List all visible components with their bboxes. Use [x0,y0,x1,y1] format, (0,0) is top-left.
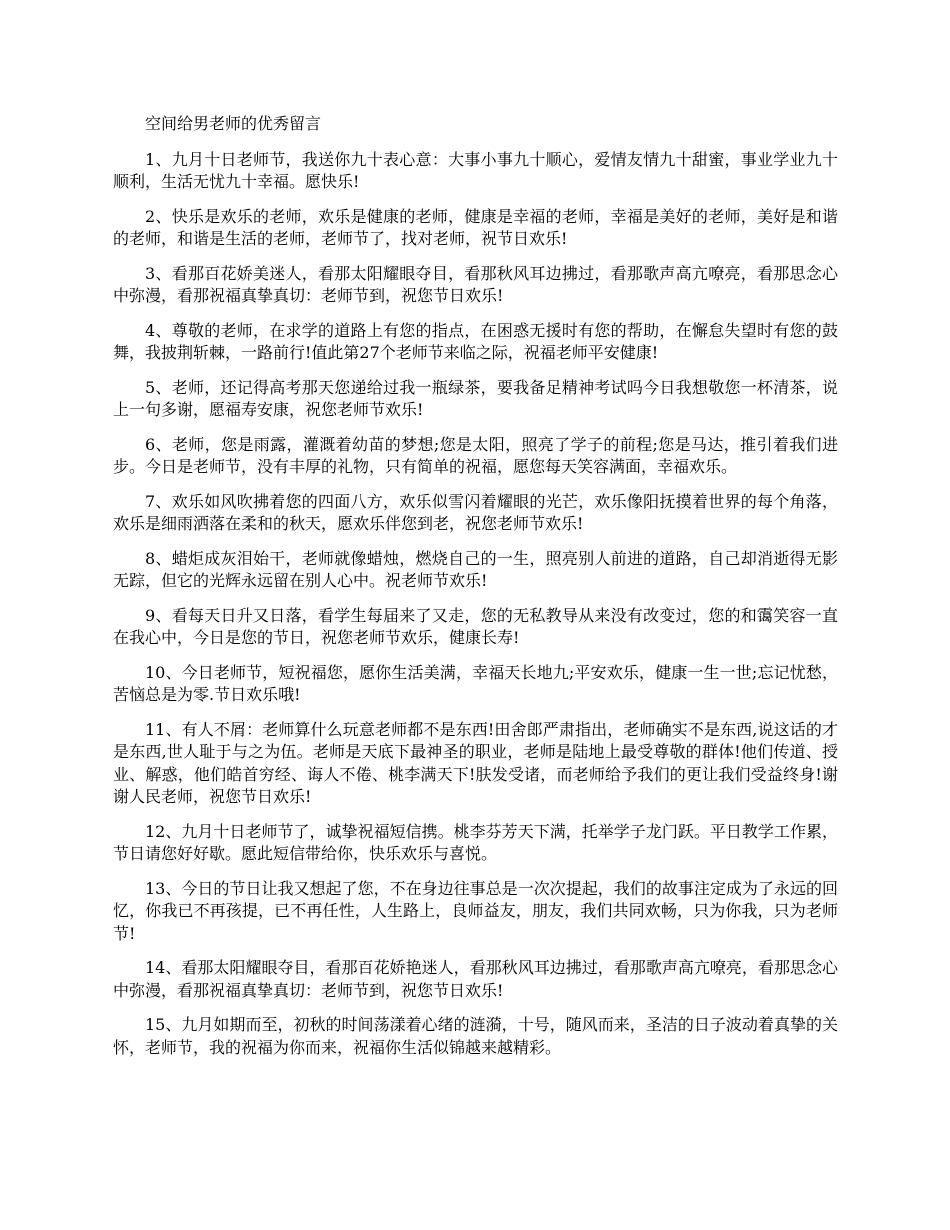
paragraph-14: 14、看那太阳耀眼夺目，看那百花娇艳迷人，看那秋风耳边拂过，看那歌声高亢嘹亮，看那思念心中弥漫，看那祝福真挚真切：老师节到，祝您节日欢乐! [113,958,838,1000]
paragraph-5: 5、老师，还记得高考那天您递给过我一瓶绿茶，要我备足精神考试吗今日我想敬您一杯清茶，说上一句多谢，愿福寿安康，祝您老师节欢乐! [113,377,838,419]
paragraph-6: 6、老师，您是雨露，灌溉着幼苗的梦想;您是太阳，照亮了学子的前程;您是马达，推引着我们进步。今日是老师节，没有丰厚的礼物，只有简单的祝福，愿您每天笑容满面，幸福欢乐。 [113,434,838,476]
paragraph-2: 2、快乐是欢乐的老师，欢乐是健康的老师，健康是幸福的老师，幸福是美好的老师，美好是和谐的老师，和谐是生活的老师，老师节了，找对老师，祝节日欢乐! [113,206,838,248]
paragraph-12: 12、九月十日老师节了，诚挚祝福短信携。桃李芬芳天下满，托举学子龙门跃。平日教学工作累，节日请您好好歇。愿此短信带给你，快乐欢乐与喜悦。 [113,821,838,863]
paragraph-7: 7、欢乐如风吹拂着您的四面八方，欢乐似雪闪着耀眼的光芒，欢乐像阳抚摸着世界的每个角落，欢乐是细雨洒落在柔和的秋天，愿欢乐伴您到老，祝您老师节欢乐! [113,491,838,533]
paragraph-11: 11、有人不屑：老师算什么玩意老师都不是东西!田舍郎严肃指出，老师确实不是东西,说这话的才是东西,世人耻于与之为伍。老师是天底下最神圣的职业，老师是陆地上最受尊敬的群体!他们传道、授业、解惑，他们皓首穷经、诲人不倦、桃李满天下!肤发受诸，而老师给予我们的更让我们受益终身!谢谢人民老师，祝您节日欢乐! [113,719,838,806]
document-title: 空间给男老师的优秀留言 [145,114,322,133]
paragraph-10: 10、今日老师节，短祝福您，愿你生活美满，幸福天长地九;平安欢乐，健康一生一世;忘记忧愁，苦恼总是为零.节日欢乐哦! [113,662,838,704]
paragraph-9: 9、看每天日升又日落，看学生每届来了又走，您的无私教导从来没有改变过，您的和霭笑容一直在我心中，今日是您的节日，祝您老师节欢乐，健康长寿! [113,605,838,647]
paragraph-13: 13、今日的节日让我又想起了您，不在身边往事总是一次次提起，我们的故事注定成为了永远的回忆，你我已不再孩提，已不再任性，人生路上，良师益友，朋友，我们共同欢畅，只为你我，只为老师节! [113,878,838,943]
paragraph-4: 4、尊敬的老师，在求学的道路上有您的指点，在困惑无援时有您的帮助，在懈怠失望时有您的鼓舞，我披荆斩棘，一路前行!值此第27个老师节来临之际，祝福老师平安健康! [113,320,838,362]
paragraph-8: 8、蜡炬成灰泪始干，老师就像蜡烛，燃烧自己的一生，照亮别人前进的道路，自己却消逝得无影无踪，但它的光辉永远留在别人心中。祝老师节欢乐! [113,548,838,590]
paragraph-3: 3、看那百花娇美迷人，看那太阳耀眼夺目，看那秋风耳边拂过，看那歌声高亢嘹亮，看那思念心中弥漫，看那祝福真挚真切：老师节到，祝您节日欢乐! [113,263,838,305]
paragraph-1: 1、九月十日老师节，我送你九十表心意：大事小事九十顺心，爱情友情九十甜蜜，事业学业九十顺利，生活无忧九十幸福。愿快乐! [113,149,838,191]
paragraph-15: 15、九月如期而至，初秋的时间荡漾着心绪的涟漪，十号，随风而来，圣洁的日子波动着真挚的关怀，老师节，我的祝福为你而来，祝福你生活似锦越来越精彩。 [113,1015,838,1057]
